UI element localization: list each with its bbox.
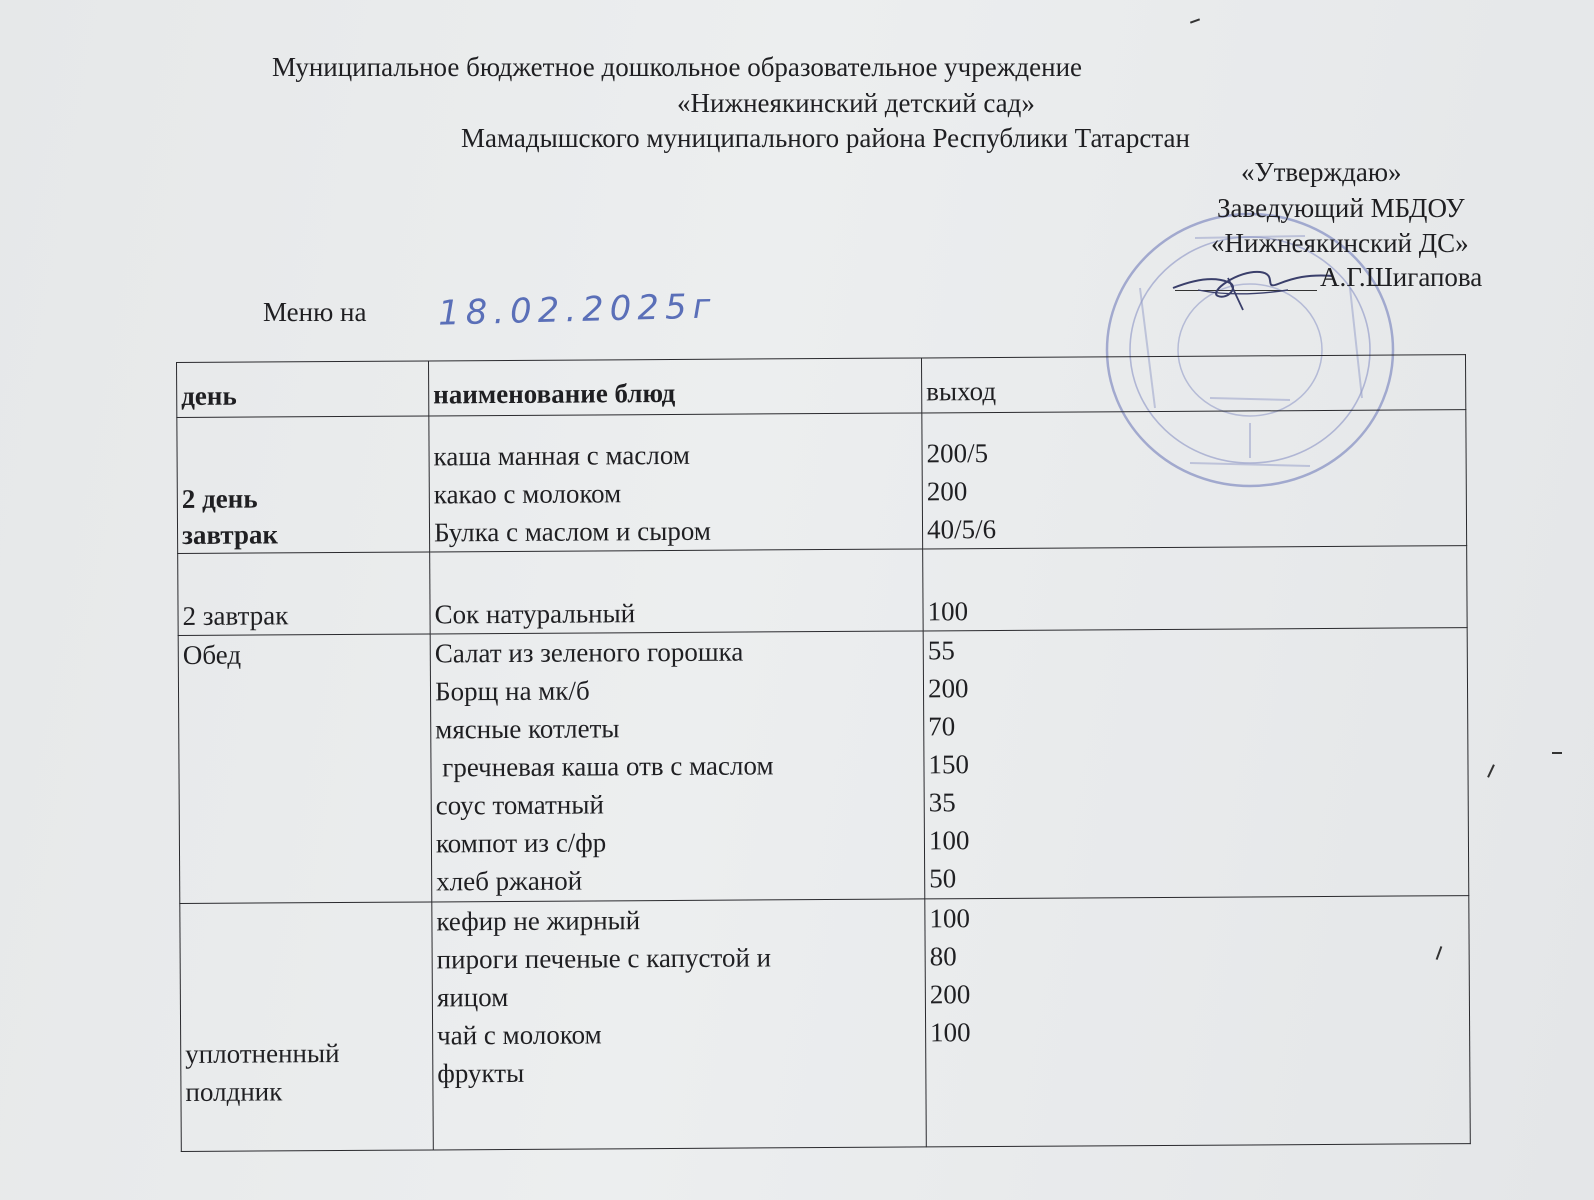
portion-item: 40/5/6: [926, 513, 997, 545]
dish-item: пироги печеные с капустой и: [436, 942, 772, 975]
dish-item: Борщ на мк/б: [434, 675, 590, 707]
kindergarten-name: «Нижнеякинский детский сад»: [677, 88, 1035, 118]
table-row: [180, 896, 1470, 1152]
dish-item: фрукты: [437, 1057, 525, 1089]
district-name: Мамадышского муниципального района Республики Татарстан: [461, 123, 1190, 153]
approval-signatory: А.Г.Шигапова: [1320, 262, 1483, 292]
organization-name: Муниципальное бюджетное дошкольное образовательное учреждение: [272, 52, 1082, 82]
portion-item: 100: [930, 1017, 971, 1048]
header-day: день: [177, 361, 429, 418]
table-row: [177, 410, 1467, 554]
dish-cell: [432, 899, 927, 1150]
portion-item: 200: [926, 476, 968, 507]
meal-day-line: Обед: [182, 639, 242, 670]
meal-day-line: завтрак: [181, 519, 279, 550]
portion-item: 200: [929, 979, 971, 1010]
pen-mark: [1552, 752, 1562, 754]
dish-item: кефир не жирный: [436, 905, 641, 937]
dish-item: мясные котлеты: [435, 713, 620, 745]
approval-role: Заведующий МБДОУ: [1217, 193, 1465, 223]
dish-item: компот из с/фр: [435, 827, 607, 859]
meal-day-cell: [178, 552, 430, 636]
dish-item: Сок натуральный: [434, 598, 636, 630]
meal-day-line: уплотненный: [185, 1038, 340, 1069]
pen-mark: [1487, 764, 1495, 778]
table-row: [178, 628, 1469, 904]
dish-item: каша манная с маслом: [433, 439, 690, 472]
portion-item: 80: [929, 941, 957, 972]
portion-item: 35: [928, 787, 956, 818]
portion-item: 200/5: [926, 438, 989, 469]
meal-day-line: 2 завтрак: [182, 600, 289, 631]
portion-item: 50: [929, 863, 957, 894]
meal-day-cell: [178, 634, 432, 904]
dish-cell: [430, 549, 923, 634]
portion-cell: [925, 896, 1471, 1147]
portion-item: 100: [929, 903, 971, 934]
header-portion: выход: [921, 355, 1465, 413]
portion-cell: [923, 628, 1469, 899]
dish-item: Салат из зеленого горошка: [434, 636, 744, 669]
portion-cell: [922, 410, 1467, 549]
dish-item: какао с молоком: [433, 478, 622, 510]
dish-item: Булка с маслом и сыром: [433, 515, 711, 548]
table-header-row: [177, 355, 1466, 418]
portion-item: 150: [928, 749, 970, 780]
dish-item: гречневая каша отв с маслом: [435, 750, 774, 783]
meal-day-cell: [180, 902, 434, 1152]
meal-day-line: 2 день: [181, 483, 258, 514]
portion-item: 70: [928, 711, 956, 742]
dish-item: чай с молоком: [437, 1019, 602, 1051]
portion-item: 100: [928, 825, 970, 856]
pen-mark: [1190, 18, 1200, 23]
portion-item: 100: [927, 596, 969, 627]
menu-date-handwritten: 18.02.2025г: [437, 286, 718, 334]
table-row: [178, 546, 1467, 636]
dish-cell: [430, 631, 925, 902]
menu-label: Меню на: [263, 297, 367, 327]
meal-day-line: полдник: [185, 1076, 283, 1107]
dish-item: яицом: [436, 981, 509, 1013]
handwritten-signature-icon: [1168, 250, 1338, 320]
portion-item: 55: [927, 635, 955, 666]
meal-day-cell: [177, 416, 430, 554]
dish-item: хлеб ржаной: [436, 865, 583, 897]
header-dish: наименование блюд: [428, 358, 921, 416]
dish-item: соус томатный: [435, 789, 604, 821]
menu-table: [176, 354, 1471, 1152]
approval-title: «Утверждаю»: [1241, 157, 1402, 187]
approval-institution: «Нижнеякинский ДС»: [1211, 228, 1469, 258]
portion-item: 200: [927, 673, 969, 704]
portion-cell: [923, 546, 1467, 631]
dish-cell: [429, 413, 923, 552]
